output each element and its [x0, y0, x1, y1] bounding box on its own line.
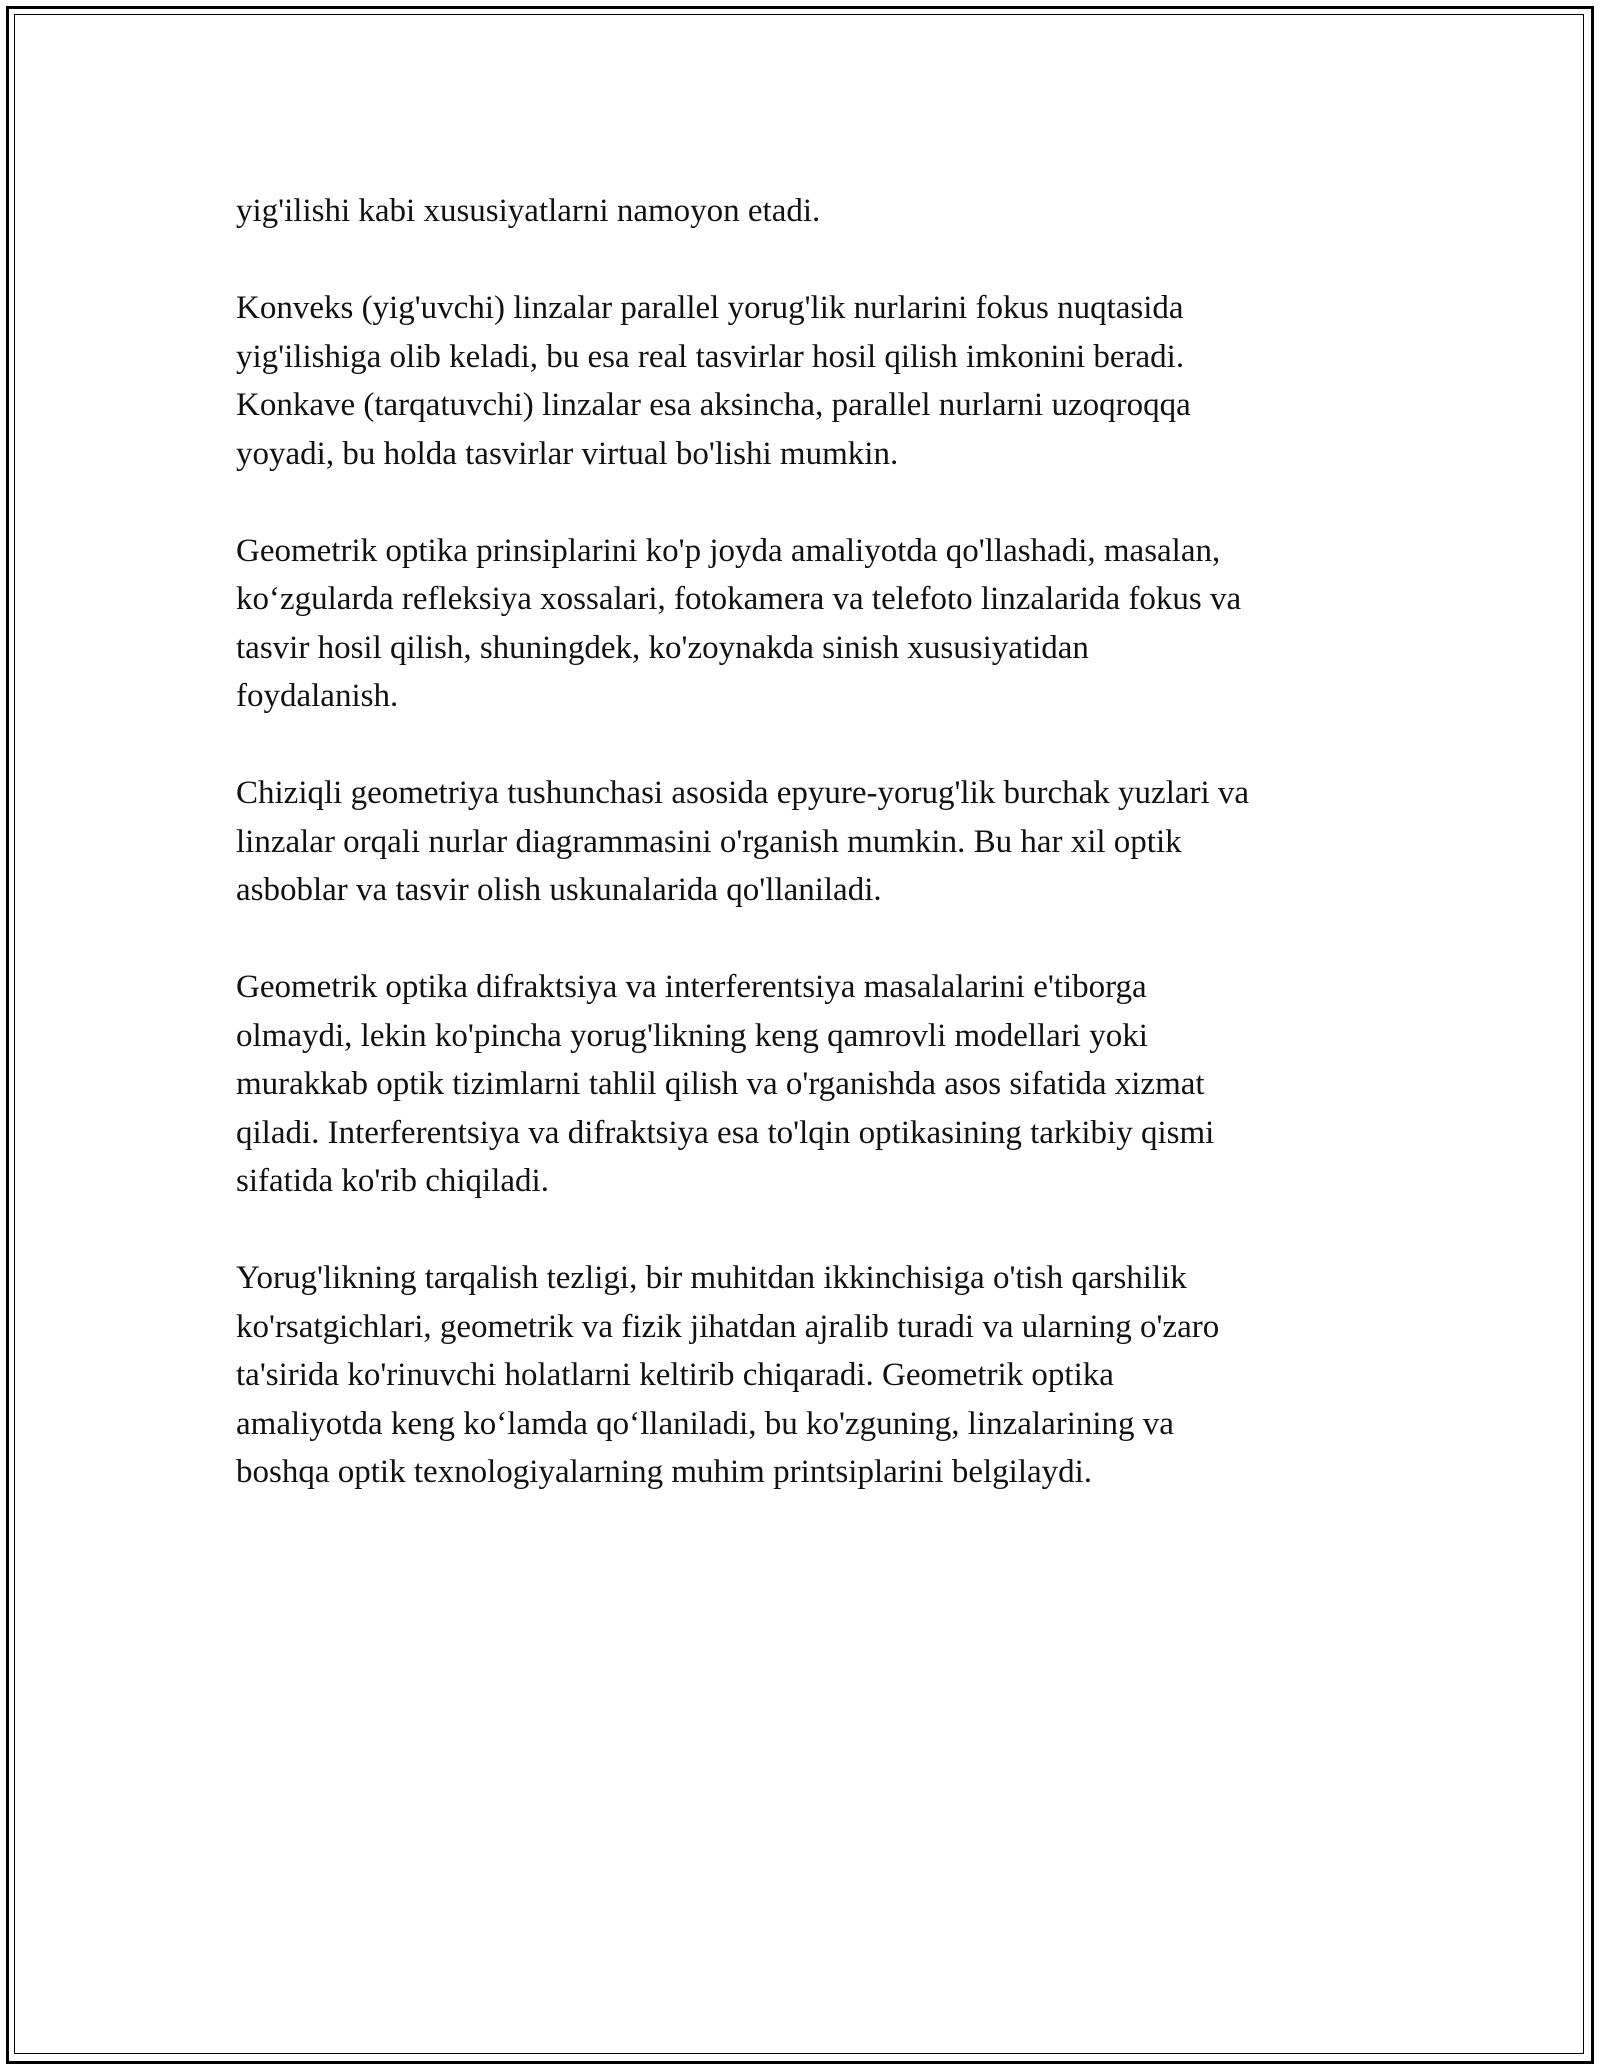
paragraph-1: yig'ilishi kabi xususiyatlarni namoyon etadi.: [236, 193, 821, 229]
document-body: [236, 187, 1376, 1545]
paragraph-6: Yorug'likning tarqalish tezligi, bir muhitdan ikkinchisiga o'tish qarshilik ko'rsatgichlari, geometrik va fizik jihatdan ajralib turadi va ularning o'zaro ta'sirida ko'rinuvchi holatlarni keltirib chiqaradi. Geometrik optika amaliyotda keng ko‘lamda qo‘llaniladi, bu ko'zguning, linzalarining va boshqa optik texnologiyalarning muhim printsiplarini belgilaydi.: [236, 1260, 1220, 1490]
paragraph-4: Chiziqli geometriya tushunchasi asosida epyure-yorug'lik burchak yuzlari va linzalar orqali nurlar diagrammasini o'rganish mumkin. Bu har xil optik asboblar va tasvir olish uskunalarida qo'llaniladi.: [236, 775, 1250, 908]
paragraph-2: Konveks (yig'uvchi) linzalar parallel yorug'lik nurlarini fokus nuqtasida yig'ilishiga olib keladi, bu esa real tasvirlar hosil qilish imkonini beradi. Konkave (tarqatuvchi) linzalar esa aksincha, parallel nurlarni uzoqroqqa yoyadi, bu holda tasvirlar virtual bo'lishi mumkin.: [236, 290, 1191, 472]
paragraph-5: Geometrik optika difraktsiya va interferentsiya masalalarini e'tiborga olmaydi, lekin ko'pincha yorug'likning keng qamrovli modellari yoki murakkab optik tizimlarni tahlil qilish va o'rganishda asos sifatida xizmat qiladi. Interferentsiya va difraktsiya esa to'lqin optikasining tarkibiy qismi sifatida ko'rib chiqiladi.: [236, 969, 1215, 1199]
paragraph-3: Geometrik optika prinsiplarini ko'p joyda amaliyotda qo'llashadi, masalan, ko‘zgularda refleksiya xossalari, fotokamera va telefoto linzalarida fokus va tasvir hosil qilish, shuningdek, ko'zoynakda sinish xususiyatidan foydalanish.: [236, 532, 1242, 714]
